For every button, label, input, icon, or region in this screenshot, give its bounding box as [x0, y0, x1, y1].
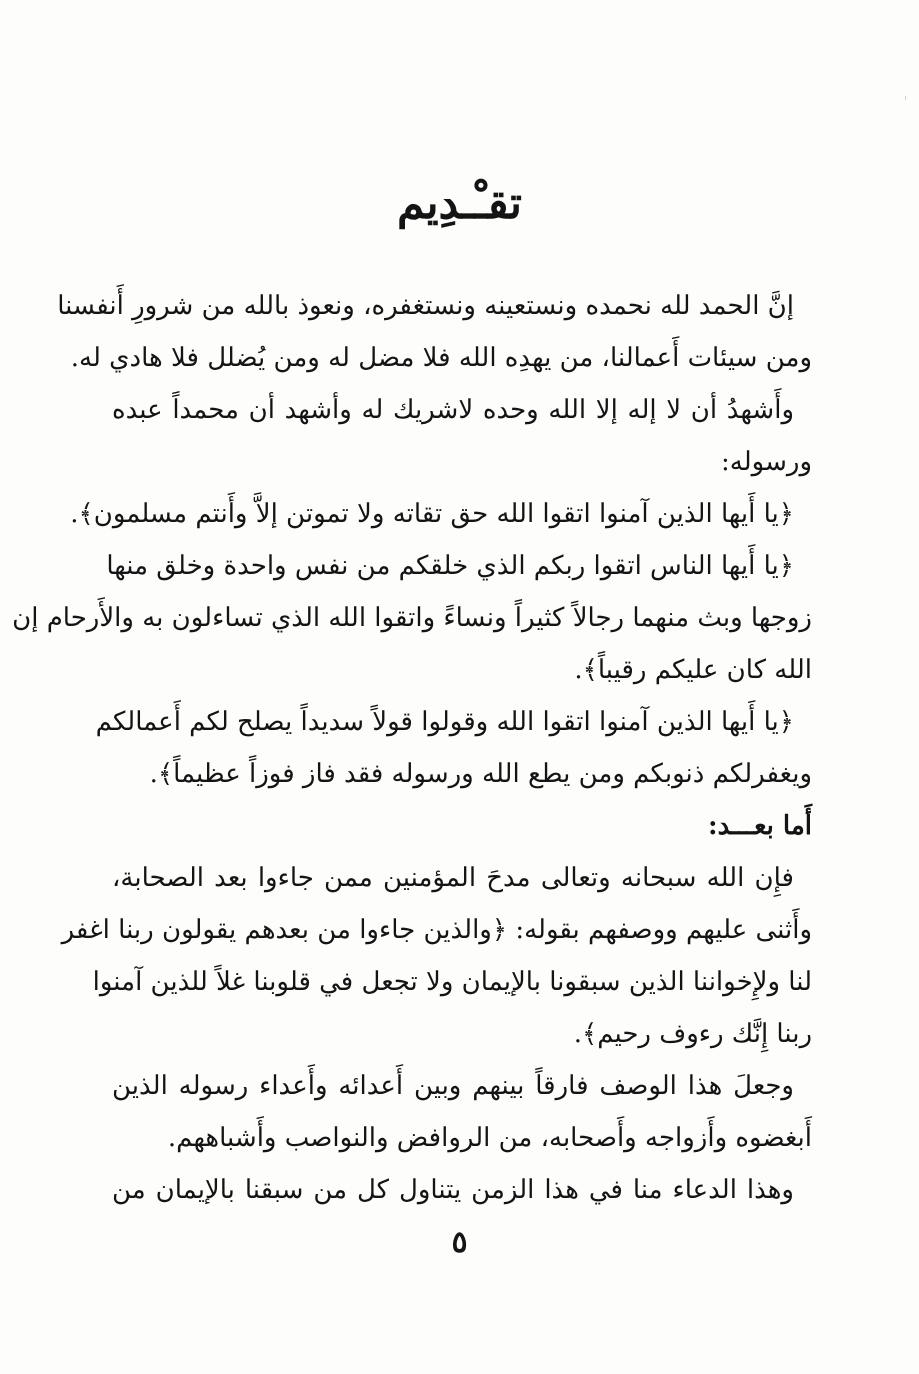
quran-verse-line: الله كان عليكم رقيباً﴾. — [574, 655, 812, 685]
body-text — [12, 280, 812, 1216]
text-line: وأَشهدُ أن لا إله إلا الله وحده لاشريك له وأشهد أن محمداً عبده — [112, 395, 794, 425]
quran-verse-line: ﴿يا أَيها الناس اتقوا ربكم الذي خلقكم من نفس واحدة وخلق منها — [106, 551, 794, 581]
quran-verse-line: ويغفرلكم ذنوبكم ومن يطع الله ورسوله فقد فاز فوزاً عظيماً﴾. — [149, 759, 812, 789]
text-line: إنَّ الحمد لله نحمده ونستعينه ونستغفره، ونعوذ بالله من شرورِ أَنفسنا — [57, 291, 794, 321]
scan-edge-mark — [905, 96, 906, 100]
text-line: أَبغضوه وأَزواجه وأَصحابه، من الروافض والنواصب وأَشباههم. — [167, 1123, 812, 1153]
text-line: وهذا الدعاء منا في هذا الزمن يتناول كل من سبقنا بالإيمان من — [112, 1175, 794, 1205]
text-line: وجعلَ هذا الوصف فارقاً بينهم وبين أَعدائه وأَعداء رسوله الذين — [112, 1071, 794, 1101]
quran-verse-line: ﴿يا أَيها الذين آمنوا اتقوا الله وقولوا قولاً سديداً يصلح لكم أَعمالكم — [95, 707, 794, 737]
page-number: ٥ — [451, 1225, 468, 1260]
quran-verse-line: ﴿يا أَيها الذين آمنوا اتقوا الله حق تقاته ولا تموتن إلاَّ وأَنتم مسلمون﴾. — [70, 499, 794, 529]
text-line: ربنا إِنَّك رءوف رحيم﴾. — [573, 1019, 812, 1049]
text-line: لنا ولإِخواننا الذين سبقونا بالإيمان ولا تجعل في قلوبنا غلاً للذين آمنوا — [92, 967, 812, 997]
quran-verse-line: زوجها وبث منهما رجالاً كثيراً ونساءً واتقوا الله الذي تساءلون به والأَرحام إن — [12, 603, 812, 633]
text-line: وأَثنى عليهم ووصفهم بقوله: ﴿والذين جاءوا من بعدهم يقولون ربنا اغفر — [61, 915, 812, 945]
text-line: ورسوله: — [721, 447, 812, 477]
text-line: ومن سيئات أَعمالنا، من يهدِه الله فلا مضل له ومن يُضلل فلا هادي له. — [70, 343, 812, 373]
page-title: تقـْـدِيم — [397, 178, 522, 229]
text-line: فإِن الله سبحانه وتعالى مدحَ المؤمنين ممن جاءوا بعد الصحابة، — [112, 863, 794, 893]
section-subheading: أَما بعـــد: — [708, 811, 812, 841]
